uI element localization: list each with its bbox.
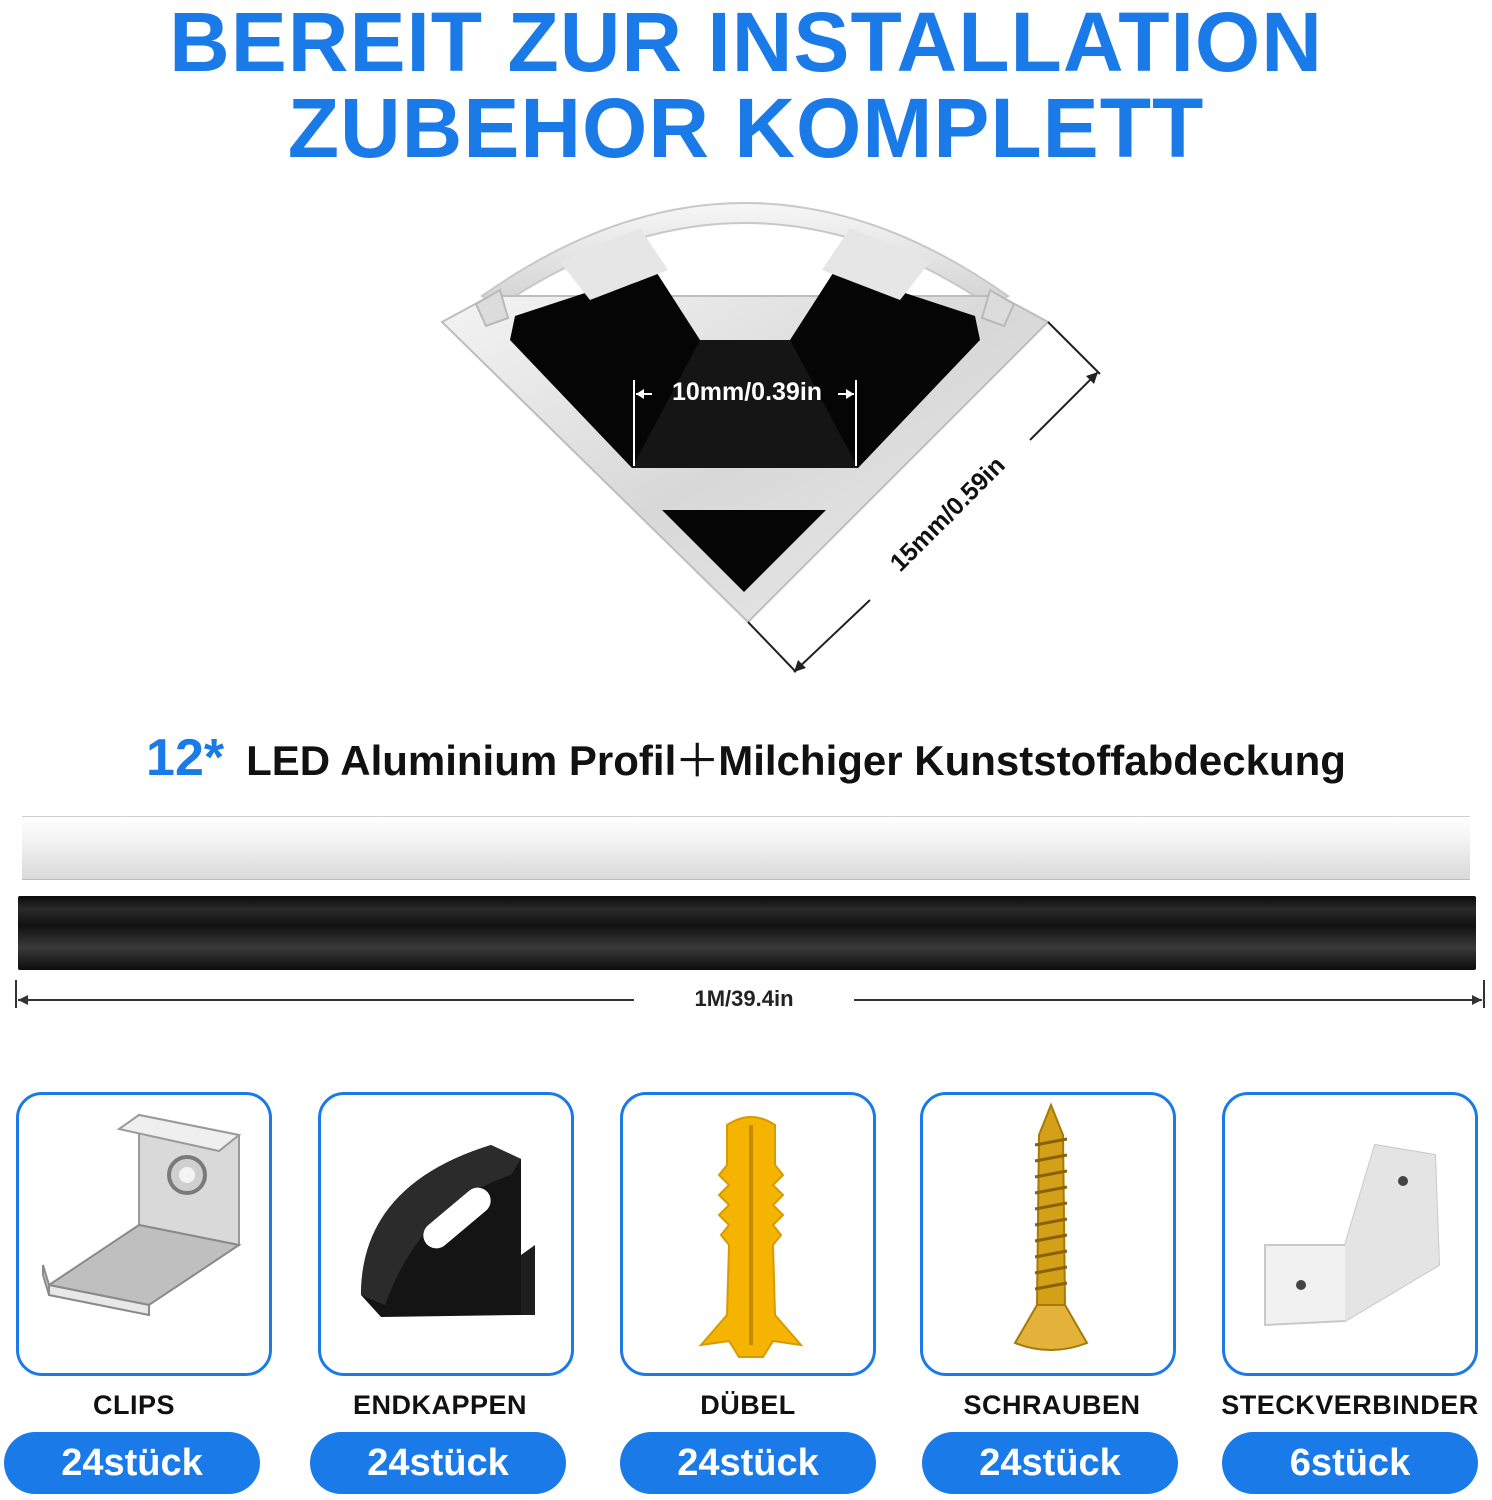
wall-plug-icon [623, 1095, 879, 1379]
headline-line-2: ZUBEHOR KOMPLETT [287, 81, 1205, 175]
corner-connector-icon [1225, 1095, 1481, 1379]
accessory-name-schrauben: SCHRAUBEN [963, 1390, 1141, 1420]
length-dimension-label: 1M/39.4in [636, 986, 852, 1012]
accessory-name-endkappen: ENDKAPPEN [352, 1390, 528, 1420]
accessory-quantity-badge-duebel: 24stück [620, 1432, 876, 1494]
accessory-card-clips [16, 1092, 272, 1376]
accessory-card-duebel [620, 1092, 876, 1376]
aluminium-profile-strip-image [18, 896, 1476, 970]
screw-icon [923, 1095, 1179, 1379]
accessory-quantity-badge-endkappen: 24stück [310, 1432, 566, 1494]
end-cap-icon [321, 1095, 577, 1379]
product-description: LED Aluminium Profil＋Milchiger Kunststoffabdeckung [246, 737, 1346, 784]
accessory-quantity-badge-steckverbinder: 6stück [1222, 1432, 1478, 1494]
product-description-line [0, 728, 1492, 788]
accessory-name-clips: CLIPS [92, 1390, 175, 1420]
accessory-card-steckverbinder [1222, 1092, 1478, 1376]
side-length-dimension-label: 15mm/0.59in [884, 451, 1011, 578]
accessory-quantity-badge-schrauben: 24stück [922, 1432, 1178, 1494]
mounting-clip-icon [19, 1095, 275, 1379]
inner-width-dimension-label: 10mm/0.39in [671, 378, 823, 406]
accessory-card-schrauben [920, 1092, 1176, 1376]
accessory-name-steckverbinder: STECKVERBINDER [1221, 1390, 1479, 1420]
accessory-quantity-badge-clips: 24stück [4, 1432, 260, 1494]
accessory-card-endkappen [318, 1092, 574, 1376]
headline-line-1: BEREIT ZUR INSTALLATION [169, 0, 1323, 89]
accessory-name-duebel: DÜBEL [700, 1390, 796, 1420]
milky-cover-strip-image [22, 816, 1470, 880]
product-quantity: 12* [146, 729, 225, 787]
